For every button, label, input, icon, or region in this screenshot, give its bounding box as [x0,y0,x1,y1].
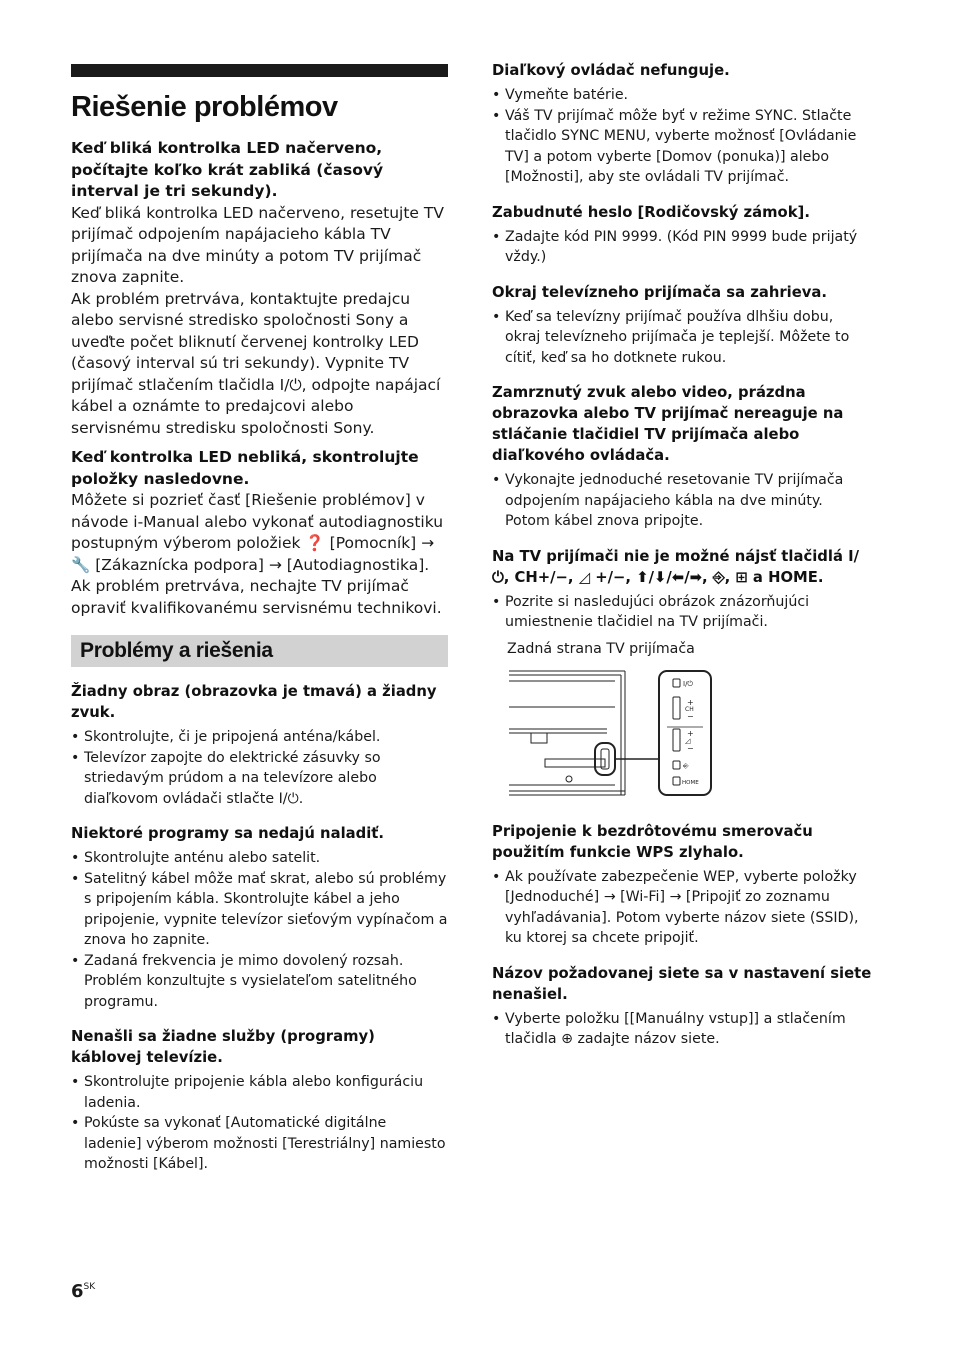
problem-list [492,470,872,532]
svg-text:◿: ◿ [685,736,691,745]
problem-block [492,382,872,532]
led-blink-p1: Keď bliká kontrolka LED načerveno, resetujte TV prijímač odpojením napájacieho kábla TV prijímača na dve minúty a potom TV prijímač znova zapnite. [71,203,444,286]
problem-heading: Zabudnuté heslo [Rodičovský zámok]. [492,203,810,221]
problem-block [492,60,872,188]
ch-label: CH [685,705,694,713]
problem-list [71,727,448,809]
problem-list [71,848,448,1012]
problem-heading: Na TV prijímači nie je možné nájsť tlačidlá I/⏻, CH+/−, ◿ +/−, ⬆/⬇/⬅/➡, ⎆, ⊞ a HOME. [492,547,859,586]
right-column [492,60,872,1064]
led-blink-section [71,138,448,439]
list-item: • Vyberte položku [[Manuálny vstup]] a stlačením tlačidla ⊕ zadajte názov siete. [492,1009,872,1050]
problem-block [71,681,448,809]
svg-text:⎆: ⎆ [683,761,689,770]
tv-back-diagram [507,667,727,799]
problem-heading: Okraj televízneho prijímača sa zahrieva. [492,283,828,301]
problem-heading: Nenašli sa žiadne služby (programy) káblovej televízie. [71,1028,375,1066]
problem-block [492,963,872,1050]
svg-text:+: + [687,697,694,707]
tv-rear-panel [509,671,625,795]
problem-list [492,867,872,949]
section-banner-title: Problémy a riešenia [80,639,273,662]
button-panel [659,671,711,795]
svg-text:−: − [687,711,694,721]
list-item: • Keď sa televízny prijímač používa dlhšiu dobu, okraj televízneho prijímača je teplejší. Môžete to cítiť, keď sa ho dotknete rukou. [492,307,872,369]
problem-block [492,282,872,369]
list-item: • Satelitný kábel môže mať skrat, alebo sú problémy s pripojením kábla. Skontrolujte kábel a jeho pripojenie, vypnite televízor sieťovým vypínačom a znova ho zapnite. [71,869,448,951]
home-label: HOME [682,779,699,786]
title-bar [71,64,448,77]
page-title: Riešenie problémov [71,91,338,123]
list-item: • Pozrite si nasledujúci obrázok znázorňujúci umiestnenie tlačidiel na TV prijímači. [492,592,872,633]
problem-heading: Žiadny obraz (obrazovka je tmavá) a žiadny zvuk. [71,683,437,721]
list-item: • Vymeňte batérie. [492,85,872,106]
problem-list [492,307,872,369]
problem-heading: Názov požadovanej siete sa v nastavení siete nenašiel. [492,964,872,1003]
list-item: • Zadajte kód PIN 9999. (Kód PIN 9999 bude prijatý vždy.) [492,227,872,268]
list-item: • Televízor zapojte do elektrické zásuvky so striedavým prúdom a na televízore alebo diaľkovom ovládači stlačte I/⏻. [71,748,448,810]
page-number-value: 6 [71,1281,84,1302]
led-blink-heading: Keď bliká kontrolka LED načerveno, počítajte koľko krát zabliká (časový interval je tri sekundy). [71,139,384,200]
led-noblink-section [71,447,448,619]
led-noblink-heading: Keď kontrolka LED nebliká, skontrolujte položky nasledovne. [71,448,419,488]
diagram-caption: Zadná strana TV prijímača [507,640,695,657]
problem-heading: Zamrznutý zvuk alebo video, prázdna obrazovka alebo TV prijímač nereaguje na stláčanie tlačidiel TV prijímača alebo diaľkového ovládača. [492,384,844,464]
list-item: • Skontrolujte, či je pripojená anténa/kábel. [71,727,448,748]
svg-text:+: + [687,728,694,738]
problem-list [71,1072,448,1175]
problem-block [492,546,872,633]
svg-text:I/⏻: I/⏻ [683,679,693,688]
section-banner [71,635,448,667]
list-item: • Vykonajte jednoduché resetovanie TV prijímača odpojením napájacieho kábla na dve minúty. Potom kábel znova pripojte. [492,470,872,532]
problem-block [71,823,448,1012]
led-blink-p2: Ak problém pretrváva, kontaktujte predajcu alebo servisné stredisko spoločnosti Sony a uveďte počet bliknutí červenej kontrolky LED (časový interval sú tri sekundy). Vypnite TV prijímač stlačením tlačidla I/⏻, odpojte napájací kábel a oznámte to predajcovi alebo servisnému stredisku spoločnosti Sony. [71,289,441,437]
problem-block [71,1026,448,1175]
left-column [71,60,448,1189]
problem-heading: Niektoré programy sa nedajú naladiť. [71,825,384,842]
problem-list [492,1009,872,1050]
list-item: • Zadaná frekvencia je mimo dovolený rozsah. Problém konzultujte s vysielateľom satelitného programu. [71,951,448,1013]
problem-heading: Diaľkový ovládač nefunguje. [492,62,730,79]
page-language: SK [83,1282,96,1292]
list-item: • Pokúste sa vykonať [Automatické digitálne ladenie] výberom možnosti [Terestriálny] namiesto možnosti [Kábel]. [71,1113,448,1175]
list-item: • Váš TV prijímač môže byť v režime SYNC. Stlačte tlačidlo SYNC MENU, vyberte možnosť [Ovládanie TV] a potom vyberte [Domov (ponuka)] alebo [Možnosti], aby ste ovládali TV prijímač. [492,106,872,188]
problem-block [492,202,872,268]
problem-heading: Pripojenie k bezdrôtovému smerovaču použitím funkcie WPS zlyhalo. [492,822,813,861]
problem-list [492,85,872,188]
svg-text:−: − [687,743,694,753]
list-item: • Skontrolujte anténu alebo satelit. [71,848,448,869]
page-number [71,1281,95,1302]
list-item: • Ak používate zabezpečenie WEP, vyberte položky [Jednoduché] → [Wi-Fi] → [Pripojiť zo zoznamu vyhľadávania]. Potom vyberte názov siete (SSID), ku ktorej sa chcete pripojiť. [492,867,872,949]
led-noblink-p1: Môžete si pozrieť časť [Riešenie problémov] v návode i-Manual alebo vykonať autodiagnostiku postupným výberom položiek ❓ [Pomocník] → 🔧 [Zákaznícka podpora] → [Autodiagnostika]. Ak problém pretrváva, nechajte TV prijímač opraviť kvalifikovanému servisnému technikovi. [71,491,444,617]
problem-block [492,821,872,949]
list-item: • Skontrolujte pripojenie kábla alebo konfiguráciu ladenia. [71,1072,448,1113]
problem-list [492,592,872,633]
problem-list [492,227,872,268]
